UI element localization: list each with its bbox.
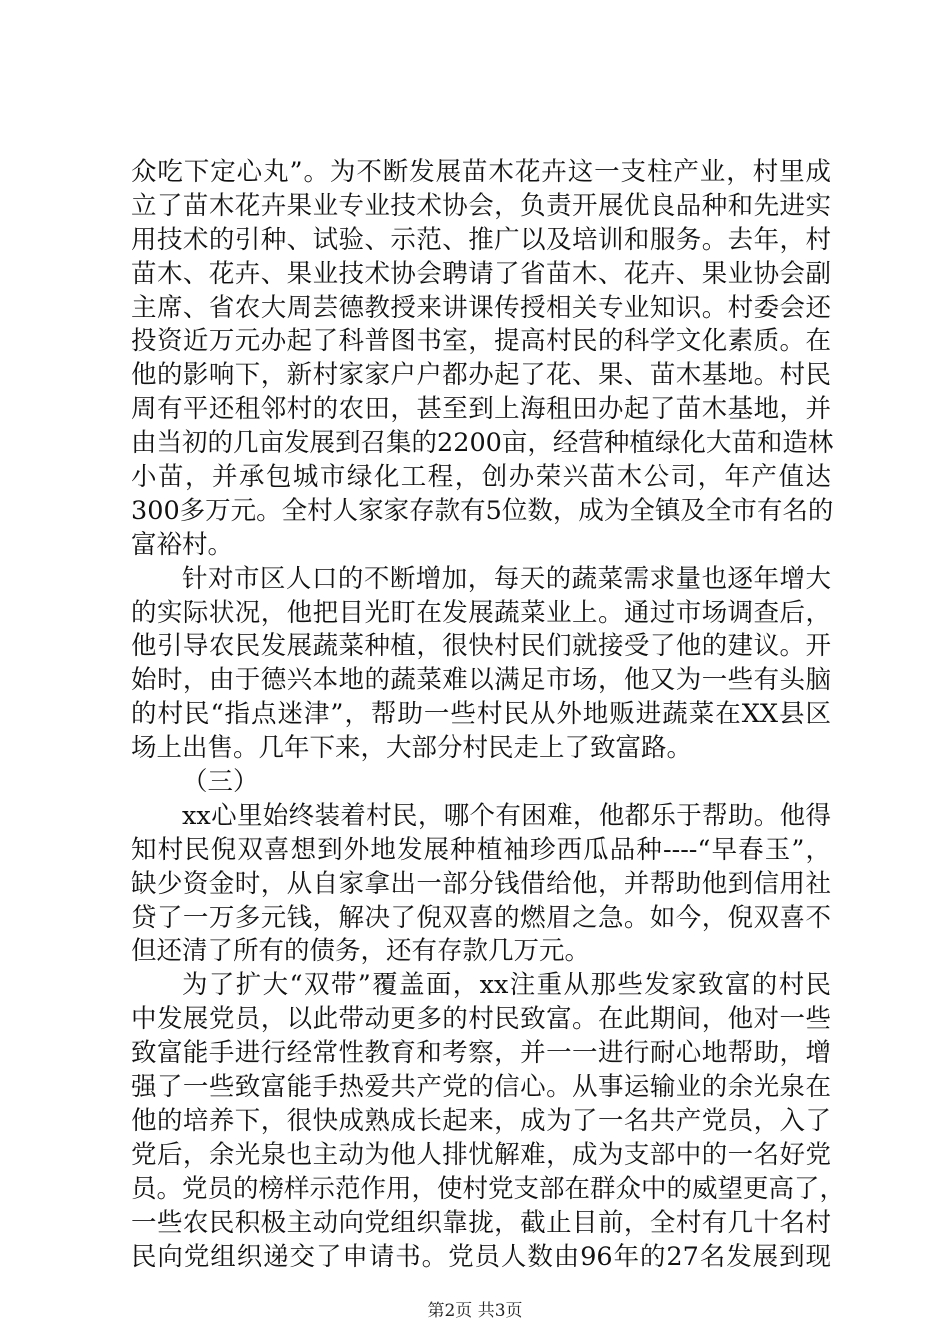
text-line: 中发展党员，以此带动更多的村民致富。在此期间，他对一些 bbox=[131, 1004, 831, 1035]
text-line: 苗木、花卉、果业技术协会聘请了省苗木、花卉、果业协会副 bbox=[131, 258, 831, 289]
text-line: 他引导农民发展蔬菜种植，很快村民们就接受了他的建议。开 bbox=[131, 631, 831, 662]
text-line: 由当初的几亩发展到召集的2200亩，经营种植绿化大苗和造林 bbox=[131, 428, 834, 459]
text-line: 富裕村。 bbox=[131, 529, 234, 560]
text-line: 投资近万元办起了科普图书室，提高村民的科学文化素质。在 bbox=[131, 326, 831, 357]
text-line: 但还清了所有的债务，还有存款几万元。 bbox=[131, 936, 591, 967]
text-line: 缺少资金时，从自家拿出一部分钱借给他，并帮助他到信用社 bbox=[131, 868, 831, 899]
text-line: 党后，余光泉也主动为他人排忧解难，成为支部中的一名好党 bbox=[131, 1139, 831, 1170]
page-footer: 第2页 共3页 bbox=[427, 1301, 523, 1321]
text-line: 众吃下定心丸”。为不断发展苗木花卉这一支柱产业，村里成 bbox=[131, 157, 831, 187]
text-line: 为了扩大“双带”覆盖面，xx注重从那些发家致富的村民 bbox=[182, 970, 831, 1001]
text-line: 一些农民积极主动向党组织靠拢，截止目前，全村有几十名村 bbox=[131, 1207, 831, 1238]
text-line: 致富能手进行经常性教育和考察，并一一进行耐心地帮助，增 bbox=[131, 1038, 831, 1069]
text-line: 的村民“指点迷津”，帮助一些村民从外地贩进蔬菜在XX县区 bbox=[131, 699, 831, 730]
text-line: 300多万元。全村人家家存款有5位数，成为全镇及全市有名的 bbox=[131, 495, 834, 526]
text-line: 他的培养下，很快成熟成长起来，成为了一名共产党员，入了 bbox=[131, 1105, 831, 1136]
section-heading: （三） bbox=[182, 767, 259, 798]
text-line: 主席、省农大周芸德教授来讲课传授相关专业知识。村委会还 bbox=[131, 292, 831, 323]
text-line: 民向党组织递交了申请书。党员人数由96年的27名发展到现 bbox=[131, 1241, 831, 1272]
text-line: 员。党员的榜样示范作用，使村党支部在群众中的威望更高了， bbox=[131, 1173, 846, 1204]
text-line: 用技术的引种、试验、示范、推广以及培训和服务。去年，村 bbox=[131, 224, 831, 255]
text-line: 场上出售。几年下来，大部分村民走上了致富路。 bbox=[131, 733, 693, 764]
text-line: 的实际状况，他把目光盯在发展蔬菜业上。通过市场调查后， bbox=[131, 597, 831, 628]
text-line: 始时，由于德兴本地的蔬菜难以满足市场，他又为一些有头脑 bbox=[131, 665, 831, 696]
text-line: 立了苗木花卉果业专业技术协会，负责开展优良品种和先进实 bbox=[131, 190, 831, 221]
text-line: 强了一些致富能手热爱共产党的信心。从事运输业的余光泉在 bbox=[131, 1072, 831, 1103]
document-body bbox=[131, 156, 846, 1274]
text-line: 周有平还租邻村的农田，甚至到上海租田办起了苗木基地，并 bbox=[131, 394, 831, 425]
text-line: 贷了一万多元钱，解决了倪双喜的燃眉之急。如今，倪双喜不 bbox=[131, 902, 831, 933]
text-line: 针对市区人口的不断增加，每天的蔬菜需求量也逐年增大 bbox=[182, 563, 831, 594]
text-line: xx心里始终装着村民，哪个有困难，他都乐于帮助。他得 bbox=[182, 800, 831, 831]
text-line: 知村民倪双喜想到外地发展种植袖珍西瓜品种----“早春玉”， bbox=[131, 834, 831, 865]
text-line: 他的影响下，新村家家户户都办起了花、果、苗木基地。村民 bbox=[131, 360, 831, 391]
text-line: 小苗，并承包城市绿化工程，创办荣兴苗木公司，年产值达 bbox=[131, 462, 831, 493]
